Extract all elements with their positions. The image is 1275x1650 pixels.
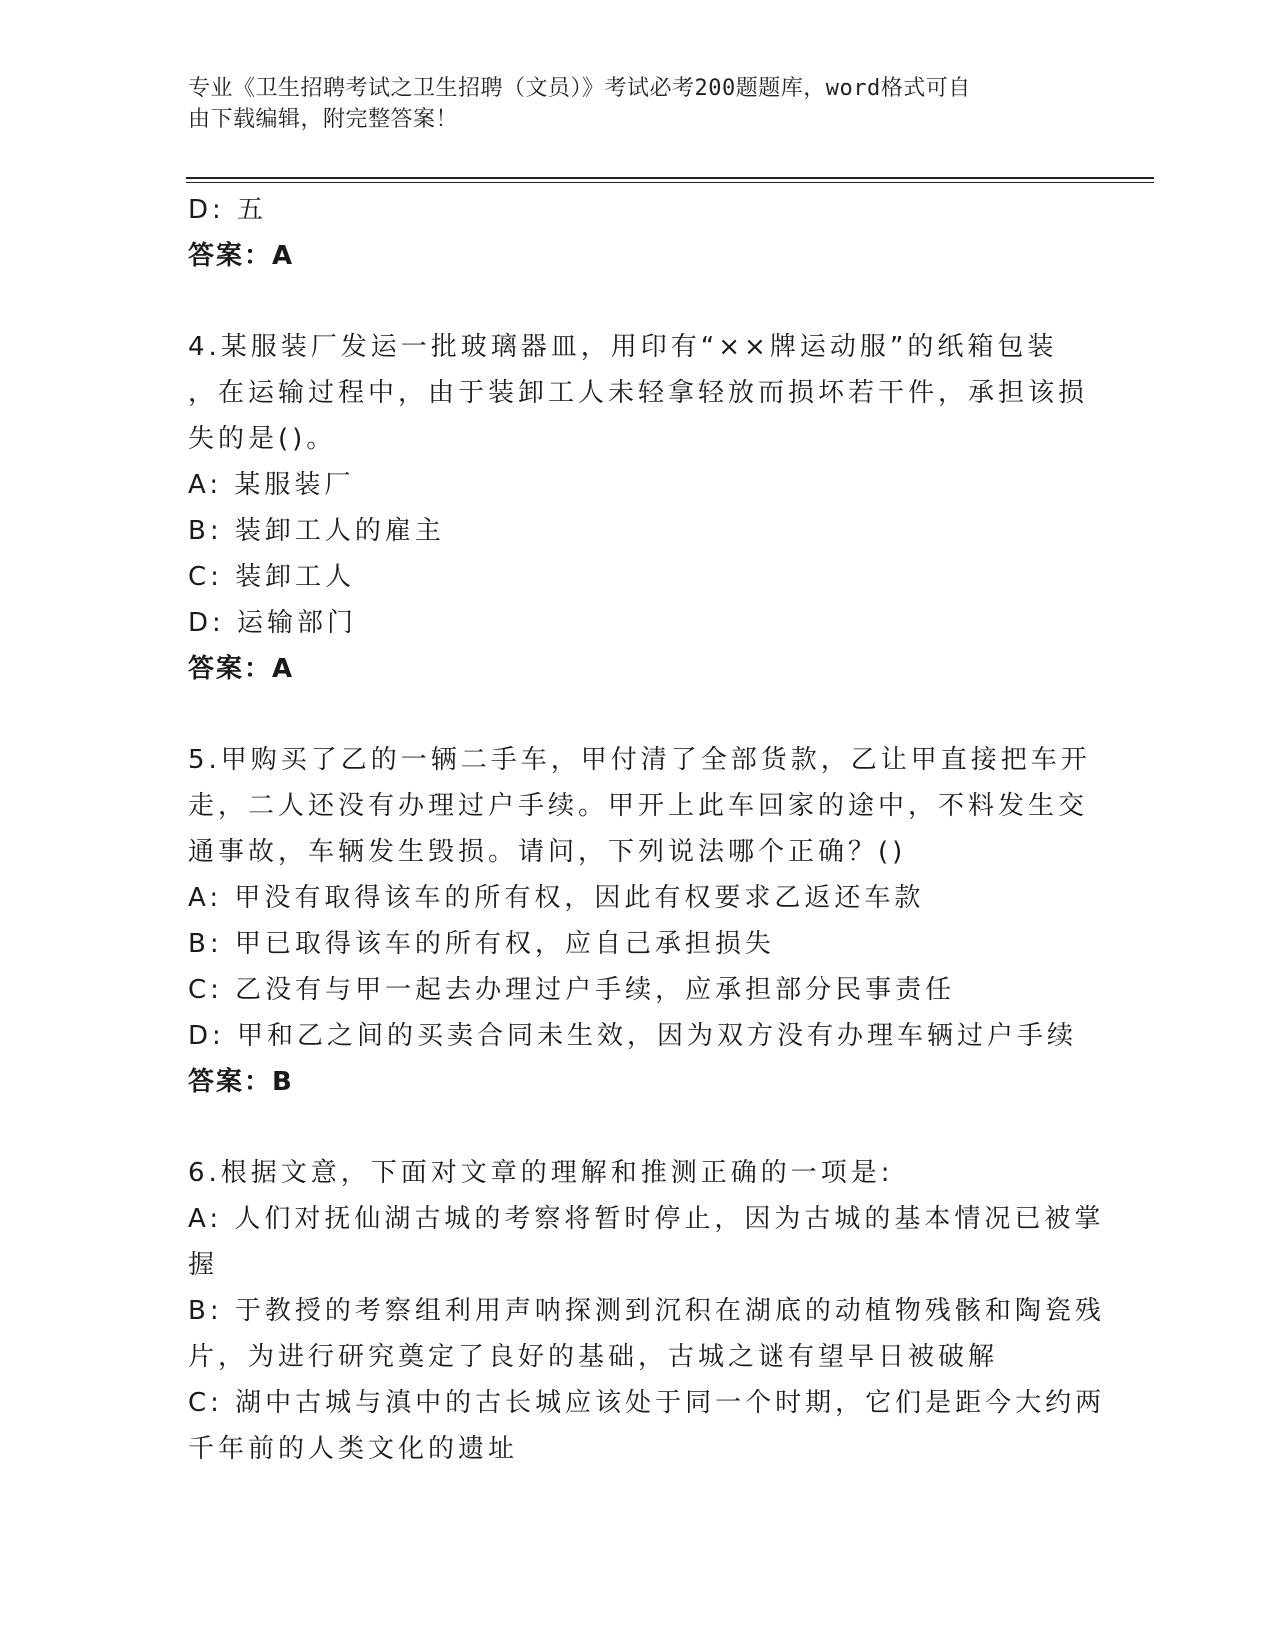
question-6	[188, 1150, 1106, 1472]
q5-stem-line-1: 5.甲购买了乙的一辆二手车，甲付清了全部货款，乙让甲直接把车开	[188, 745, 1091, 775]
header-line-2: 由下载编辑，附完整答案！	[188, 107, 459, 132]
question-spacer	[188, 692, 1078, 737]
q5-answer: 答案：B	[188, 1067, 294, 1097]
q5-stem-line-3: 通事故，车辆发生毁损。请问，下列说法哪个正确？()	[188, 837, 907, 867]
question-4	[188, 324, 1089, 692]
q6-option-a-line-1: A: 人们对抚仙湖古城的考察将暂时停止，因为古城的基本情况已被掌	[188, 1204, 1105, 1234]
document-body	[188, 187, 1106, 1472]
header-line-1: 专业《卫生招聘考试之卫生招聘（文员）》考试必考200题题库，word格式可自	[188, 76, 971, 101]
q6-option-b-line-2: 片，为进行研究奠定了良好的基础，古城之谜有望早日被破解	[188, 1342, 999, 1372]
q6-option-a-line-2: 握	[188, 1250, 219, 1280]
q4-stem-line-1: 4.某服装厂发运一批玻璃器皿，用印有“××牌运动服”的纸箱包装	[188, 332, 1058, 362]
q5-option-d: D: 甲和乙之间的买卖合同未生效，因为双方没有办理车辆过户手续	[188, 1021, 1078, 1051]
q4-option-c: C: 装卸工人	[188, 562, 356, 592]
q6-option-c-line-1: C: 湖中古城与滇中的古长城应该处于同一个时期，它们是距今大约两	[188, 1388, 1106, 1418]
q5-stem-line-2: 走，二人还没有办理过户手续。甲开上此车回家的途中，不料发生交	[188, 791, 1089, 821]
q4-option-a: A: 某服装厂	[188, 470, 355, 500]
q6-option-c-line-2: 千年前的人类文化的遗址	[188, 1434, 519, 1464]
header-divider-thick	[186, 177, 1154, 179]
q4-stem-line-3: 失的是()。	[188, 424, 337, 454]
q4-stem-line-2: ，在运输过程中，由于装卸工人未轻拿轻放而损坏若干件，承担该损	[188, 378, 1089, 408]
q4-option-b: B: 装卸工人的雇主	[188, 516, 445, 546]
q3-answer: 答案：A	[188, 241, 295, 271]
q6-stem: 6.根据文意，下面对文章的理解和推测正确的一项是:	[188, 1158, 894, 1188]
q5-option-c: C: 乙没有与甲一起去办理过户手续，应承担部分民事责任	[188, 975, 956, 1005]
document-header	[188, 73, 1068, 135]
question-spacer	[188, 1105, 1078, 1150]
q5-option-a: A: 甲没有取得该车的所有权，因此有权要求乙返还车款	[188, 883, 925, 913]
q4-option-d: D: 运输部门	[188, 608, 358, 638]
question-spacer	[188, 279, 1078, 324]
q5-option-b: B: 甲已取得该车的所有权，应自己承担损失	[188, 929, 775, 959]
question-5	[188, 737, 1091, 1105]
header-divider-thin	[186, 182, 1154, 183]
q4-answer: 答案：A	[188, 654, 295, 684]
q6-option-b-line-1: B: 于教授的考察组利用声呐探测到沉积在湖底的动植物残骸和陶瓷残	[188, 1296, 1105, 1326]
q3-option-d: D: 五	[188, 195, 268, 225]
